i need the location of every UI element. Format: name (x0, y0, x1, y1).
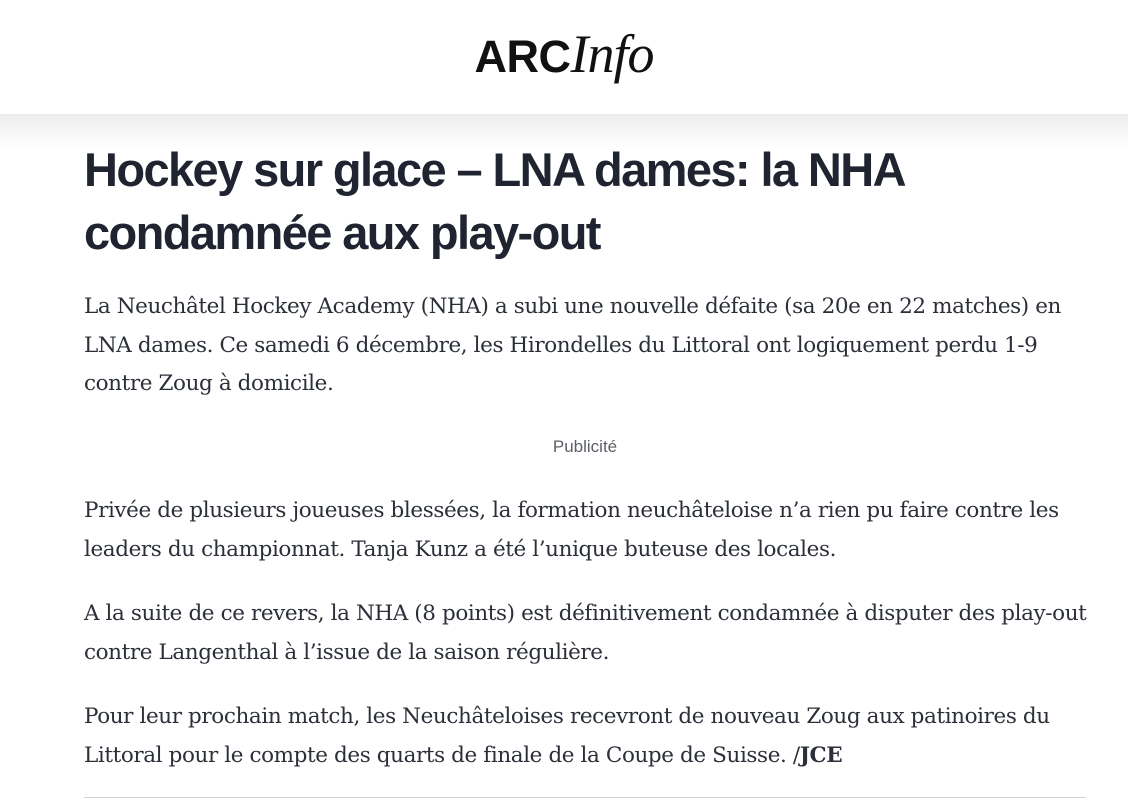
article-divider (84, 797, 1086, 798)
site-header (0, 0, 1128, 114)
arcinfo-logo[interactable] (0, 26, 1128, 96)
article-title: Hockey sur glace – LNA dames: la NHA condamnée aux play-out (84, 143, 904, 259)
author-signature: JCE (799, 742, 843, 768)
advertisement-label: Publicité (552, 437, 618, 456)
logo-arc-text: ARC (474, 31, 571, 82)
logo-info-text: Info (570, 24, 654, 84)
article-paragraph-3-text: Pour leur prochain match, les Neuchâteloises recevront de nouveau Zoug aux patinoires du Littoral pour le compte des quarts de finale de la Coupe de Suisse. / (84, 704, 1050, 768)
article-paragraph-3 (84, 698, 1094, 775)
article-paragraph-2: A la suite de ce revers, la NHA (8 points) est définitivement condamnée à disputer des play-out contre Langenthal à l’issue de la saison régulière. (84, 601, 1087, 665)
article-paragraph-1: Privée de plusieurs joueuses blessées, la formation neuchâteloise n’a rien pu faire contre les leaders du championnat. Tanja Kunz a été l’unique buteuse des locales. (84, 498, 1059, 562)
article-lead: La Neuchâtel Hockey Academy (NHA) a subi une nouvelle défaite (sa 20e en 22 matches) en LNA dames. Ce samedi 6 décembre, les Hirondelles du Littoral ont logiquement perdu 1-9 contre Zoug à domicile. (84, 294, 1061, 396)
